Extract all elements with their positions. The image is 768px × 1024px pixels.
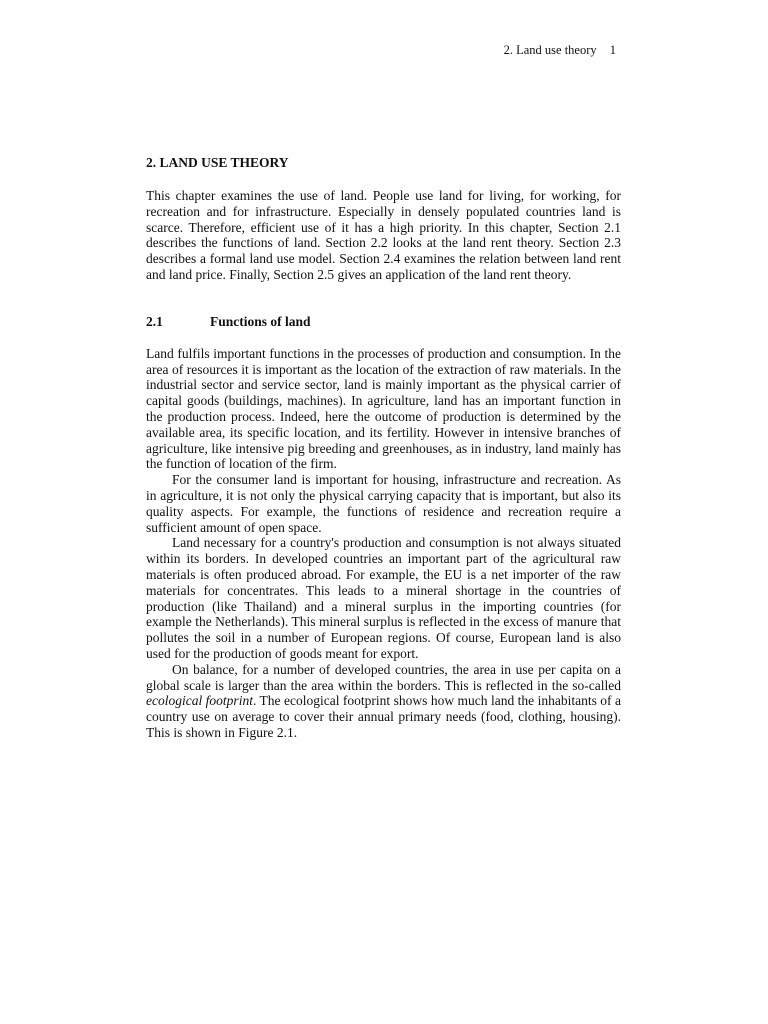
section-title: Functions of land (210, 313, 311, 329)
section-number: 2.1 (146, 313, 163, 329)
body-paragraph-1: Land fulfils important functions in the processes of production and consumption. In the area of resources it is important as the location of the extraction of raw materials. In the industrial sector and service sector, land is mainly important as the physical carrier of capital goods (buildings, machines). In agriculture, land has an important function in the production process. Indeed, here the outcome of production is determined by the available area, its specific location, and its fertility. However in intensive branches of agriculture, like intensive pig breeding and greenhouses, as in industry, land mainly has the function of location of the firm. (146, 345, 621, 472)
main-content (146, 154, 621, 741)
section-heading (146, 313, 621, 331)
running-head (504, 42, 616, 58)
ecological-footprint-term: ecological footprint (146, 693, 253, 709)
running-head-title: 2. Land use theory (503, 43, 597, 57)
body-paragraph-3: Land necessary for a country's production and consumption is not always situated within its borders. In developed countries an important part of the agricultural raw materials is often produced abroad. For example, the EU is a net importer of the raw materials for concentrates. This leads to a mineral shortage in the countries of production (like Thailand) and a mineral surplus in the importing countries (for example the Netherlands). This mineral surplus is reflected in the excess of manure that pollutes the soil in a number of European regions. Of course, European land is also used for the production of goods meant for export. (146, 535, 621, 661)
body-paragraph-2: For the consumer land is important for housing, infrastructure and recreation. As in agriculture, it is not only the physical carrying capacity that is important, but also its quality aspects. For example, the functions of residence and recreation require a sufficient amount of open space. (146, 472, 621, 535)
paragraph-4-text-start: On balance, for a number of developed countries, the area in use per capita on a global scale is larger than the area within the borders. This is reflected in the so-called (146, 661, 621, 693)
chapter-title: 2. LAND USE THEORY (146, 155, 289, 170)
body-paragraph-4 (146, 662, 621, 741)
paragraph-4-text-end: . The ecological footprint shows how much land the inhabitants of a country use on average to cover their annual primary needs (food, clothing, housing). This is shown in Figure 2.1. (146, 693, 621, 740)
page-number: 1 (609, 43, 616, 57)
intro-paragraph: This chapter examines the use of land. People use land for living, for working, for recreation and for infrastructure. Especially in densely populated countries land is scarce. Therefore, efficient use of it has a high priority. In this chapter, Section 2.1 describes the functions of land. Section 2.2 looks at the land rent theory. Section 2.3 describes a formal land use model. Section 2.4 examines the relation between land rent and land price. Finally, Section 2.5 gives an application of the land rent theory. (146, 188, 621, 282)
